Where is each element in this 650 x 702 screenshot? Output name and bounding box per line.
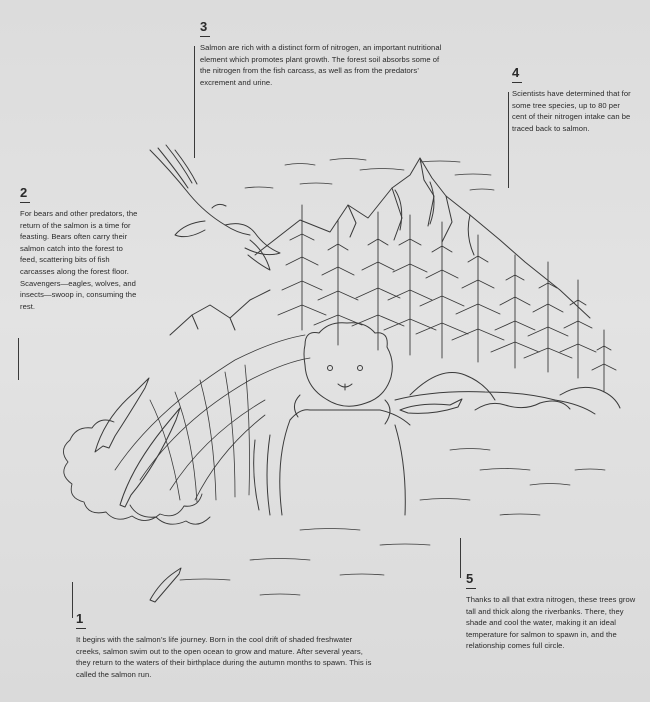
callout-3-text: Salmon are rich with a distinct form of nitrogen, an important nutritional element which promotes plant growth. The forest soil absorbs some of the nitrogen from the fish carcass, as well as from the predators’ excrement and urine. — [200, 43, 442, 87]
bear-drawing — [254, 323, 410, 515]
callout-3-rule — [194, 46, 195, 158]
callout-1 — [76, 612, 376, 680]
eagle-drawing — [150, 145, 280, 270]
callout-5-number: 5 — [466, 571, 474, 586]
callout-1-text: It begins with the salmon’s life journey. Born in the cool drift of shaded freshwater creeks, salmon swim out to the open ocean to grow and mature. After several years, they return to the waters of their birthplace during the autumn months to spawn. This is called the salmon run. — [76, 635, 372, 679]
salmon-drawings — [95, 378, 462, 602]
callout-3-number: 3 — [200, 19, 208, 34]
callout-4-text: Scientists have determined that for some tree species, up to 80 per cent of their nitrogen intake can be traced back to salmon. — [512, 89, 631, 133]
mountains — [170, 158, 590, 335]
callout-4-number: 4 — [512, 65, 520, 80]
callout-2-dash — [20, 202, 30, 203]
callout-2-rule — [18, 338, 19, 380]
callout-3-dash — [200, 36, 210, 37]
callout-5-rule — [460, 538, 461, 578]
callout-2-text: For bears and other predators, the return of the salmon is a time for feasting. Bears often carry their salmon catch into the forest to feed, scattering bits of fish carcasses along the forest floor. Scavengers—eagles, wolves, and insects—swoop in, consuming the rest. — [20, 209, 138, 311]
sky-lines — [245, 159, 494, 191]
callout-5 — [466, 572, 636, 652]
callout-4-dash — [512, 82, 522, 83]
callout-1-rule — [72, 582, 73, 618]
callout-4-rule — [508, 92, 509, 188]
callout-5-dash — [466, 588, 476, 589]
callout-1-number: 1 — [76, 611, 84, 626]
callout-4 — [512, 66, 634, 134]
callout-2-number: 2 — [20, 185, 28, 200]
riverbank — [395, 373, 620, 415]
callout-5-text: Thanks to all that extra nitrogen, these trees grow tall and thick along the riverbanks. There, they shade and cool the water, making it an ideal temperature for salmon to spawn in, and the relationship comes full circle. — [466, 595, 636, 651]
callout-1-dash — [76, 628, 86, 629]
callout-3 — [200, 20, 444, 88]
callout-2 — [20, 186, 140, 312]
